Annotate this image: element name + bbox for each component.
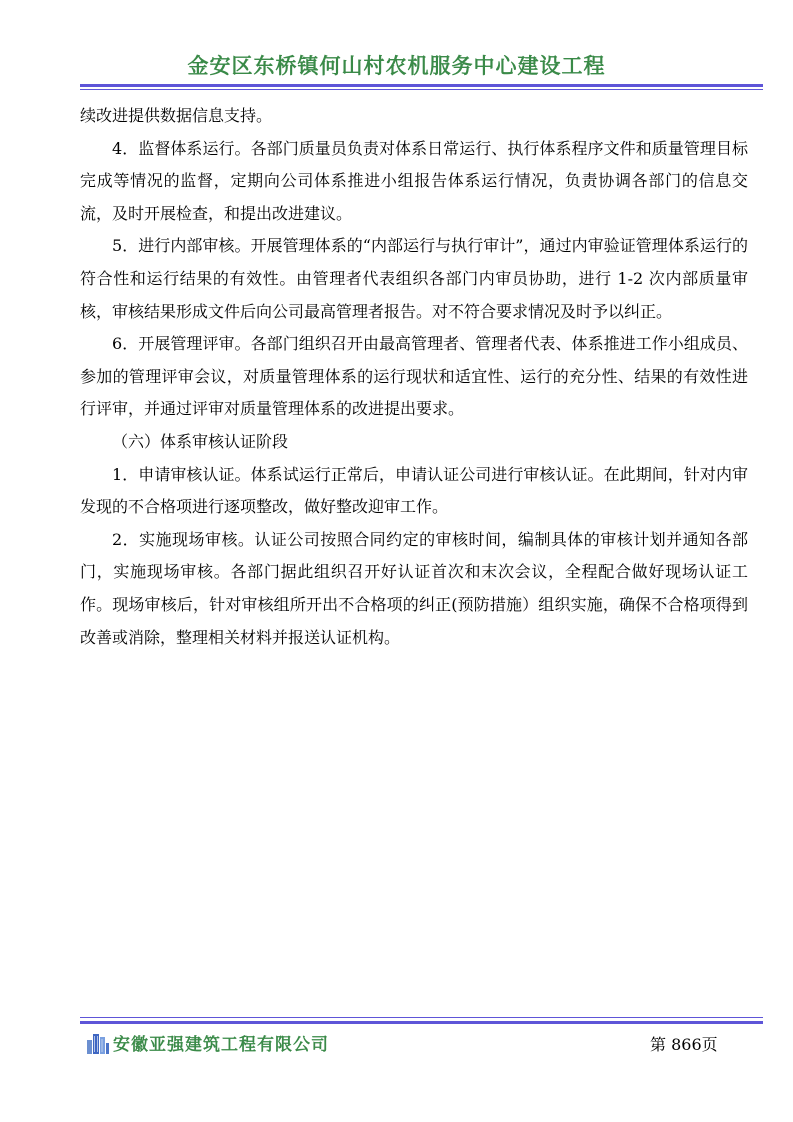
paragraph-onsite-audit: 2．实施现场审核。认证公司按照合同约定的审核时间，编制具体的审核计划并通知各部门，实施现场审核。各部门据此组织召开好认证首次和末次会议，全程配合做好现场认证工作。现场审核后，针对审核组所开出不合格项的纠正(预防措施）组织实施，确保不合格项得到改善或消除，整理相关材料并报送认证机构。	[80, 529, 748, 647]
footer-company-name: 安徽亚强建筑工程有限公司	[113, 1035, 329, 1055]
paragraph-management-review: 6．开展管理评审。各部门组织召开由最高管理者、管理者代表、体系推进工作小组成员、参加的管理评审会议，对质量管理体系的运行现状和适宜性、运行的充分性、结果的有效性进行评审，并通过评审对质量管理体系的改进提出要求。	[80, 334, 748, 419]
document-body	[80, 100, 748, 654]
page-header-title: 金安区东桥镇何山村农机服务中心建设工程	[187, 54, 606, 78]
header-rule-thick	[80, 84, 763, 87]
footer-rule-thin	[80, 1017, 763, 1018]
footer-company-block	[86, 1030, 329, 1055]
paragraph-apply-certification: 1．申请审核认证。体系试运行正常后，申请认证公司进行审核认证。在此期间，针对内审发现的不合格项进行逐项整改，做好整改迎审工作。	[80, 464, 748, 517]
section-heading-certification: （六）体系审核认证阶段	[112, 431, 289, 451]
paragraph-internal-audit: 5．进行内部审核。开展管理体系的“内部运行与执行审计”，通过内审验证管理体系运行的符合性和运行结果的有效性。由管理者代表组织各部门内审员协助，进行 1-2 次内部质量审核，审核结果形成文件后向公司最高管理者报告。对不符合要求情况及时予以纠正。	[80, 236, 748, 321]
page-number: 第 866页	[650, 1035, 718, 1054]
building-logo-icon	[86, 1032, 110, 1054]
footer-rule-thick	[80, 1021, 763, 1024]
header-rule-thin	[80, 89, 763, 90]
paragraph-supervise-operation: 4．监督体系运行。各部门质量员负责对体系日常运行、执行体系程序文件和质量管理目标完成等情况的监督，定期向公司体系推进小组报告体系运行情况，负责协调各部门的信息交流，及时开展检查，和提出改进建议。	[80, 138, 748, 223]
paragraph-continuation: 续改进提供数据信息支持。	[80, 106, 273, 125]
